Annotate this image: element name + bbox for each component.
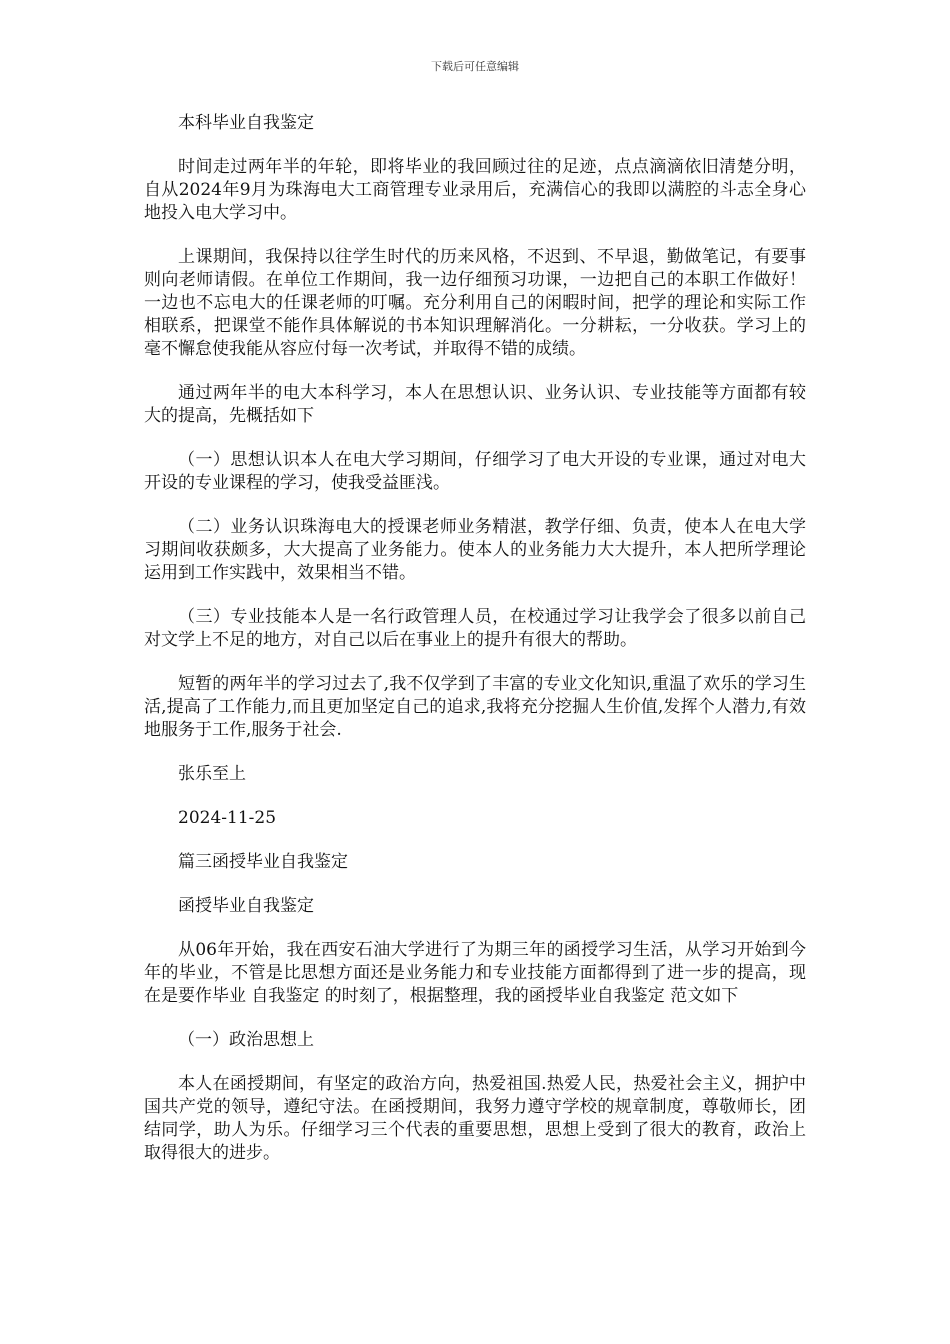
paragraph: 时间走过两年半的年轮，即将毕业的我回顾过往的足迹，点点滴滴依旧清楚分明，自从2024年9月为珠海电大工商管理专业录用后，充满信心的我即以满腔的斗志全身心地投入电大学习中。 bbox=[144, 157, 806, 223]
paragraph: （一）思想认识本人在电大学习期间，仔细学习了电大开设的专业课，通过对电大开设的专业课程的学习，使我受益匪浅。 bbox=[144, 450, 806, 493]
paragraph: 本人在函授期间，有坚定的政治方向，热爱祖国.热爱人民，热爱社会主义，拥护中国共产党的领导，遵纪守法。在函授期间，我努力遵守学校的规章制度，尊敬师长，团结同学，助人为乐。仔细学习三个代表的重要思想，思想上受到了很大的教育，政治上取得很大的进步。 bbox=[144, 1074, 806, 1163]
paragraph: 通过两年半的电大本科学习，本人在思想认识、业务认识、专业技能等方面都有较大的提高，先概括如下 bbox=[144, 383, 806, 426]
section-subtitle: 函授毕业自我鉴定 bbox=[178, 896, 314, 916]
paragraph: （三）专业技能本人是一名行政管理人员，在校通过学习让我学会了很多以前自己对文学上不足的地方，对自己以后在事业上的提升有很大的帮助。 bbox=[144, 607, 806, 650]
paragraph: 上课期间，我保持以往学生时代的历来风格，不迟到、不早退，勤做笔记，有要事则向老师请假。在单位工作期间，我一边仔细预习功课，一边把自己的本职工作做好！一边也不忘电大的任课老师的叮嘱。充分利用自己的闲暇时间，把学的理论和实际工作相联系，把课堂不能作具体解说的书本知识理解消化。一分耕耘，一分收获。学习上的毫不懈怠使我能从容应付每一次考试，并取得不错的成绩。 bbox=[144, 247, 806, 359]
subsection-heading: （一）政治思想上 bbox=[178, 1030, 314, 1050]
signature-name: 张乐至上 bbox=[178, 764, 246, 784]
paragraph: 短暂的两年半的学习过去了,我不仅学到了丰富的专业文化知识,重温了欢乐的学习生活,提高了工作能力,而且更加坚定自己的追求,我将充分挖掘人生价值,发挥个人潜力,有效地服务于工作,服务于社会. bbox=[144, 674, 806, 740]
signature-date: 2024-11-25 bbox=[178, 808, 277, 828]
page-header: 下载后可任意编辑 bbox=[431, 60, 519, 73]
paragraph: 从06年开始，我在西安石油大学进行了为期三年的函授学习生活，从学习开始到今年的毕业，不管是比思想方面还是业务能力和专业技能方面都得到了进一步的提高，现在是要作毕业 自我鉴定 的时刻了，根据整理，我的函授毕业自我鉴定 范文如下 bbox=[144, 940, 806, 1006]
document-body bbox=[144, 112, 806, 1165]
section-title: 篇三函授毕业自我鉴定 bbox=[178, 852, 348, 872]
section-title: 本科毕业自我鉴定 bbox=[178, 113, 314, 133]
paragraph: （二）业务认识珠海电大的授课老师业务精湛，教学仔细、负责，使本人在电大学习期间收获颇多，大大提高了业务能力。使本人的业务能力大大提升，本人把所学理论运用到工作实践中，效果相当不错。 bbox=[144, 517, 806, 583]
